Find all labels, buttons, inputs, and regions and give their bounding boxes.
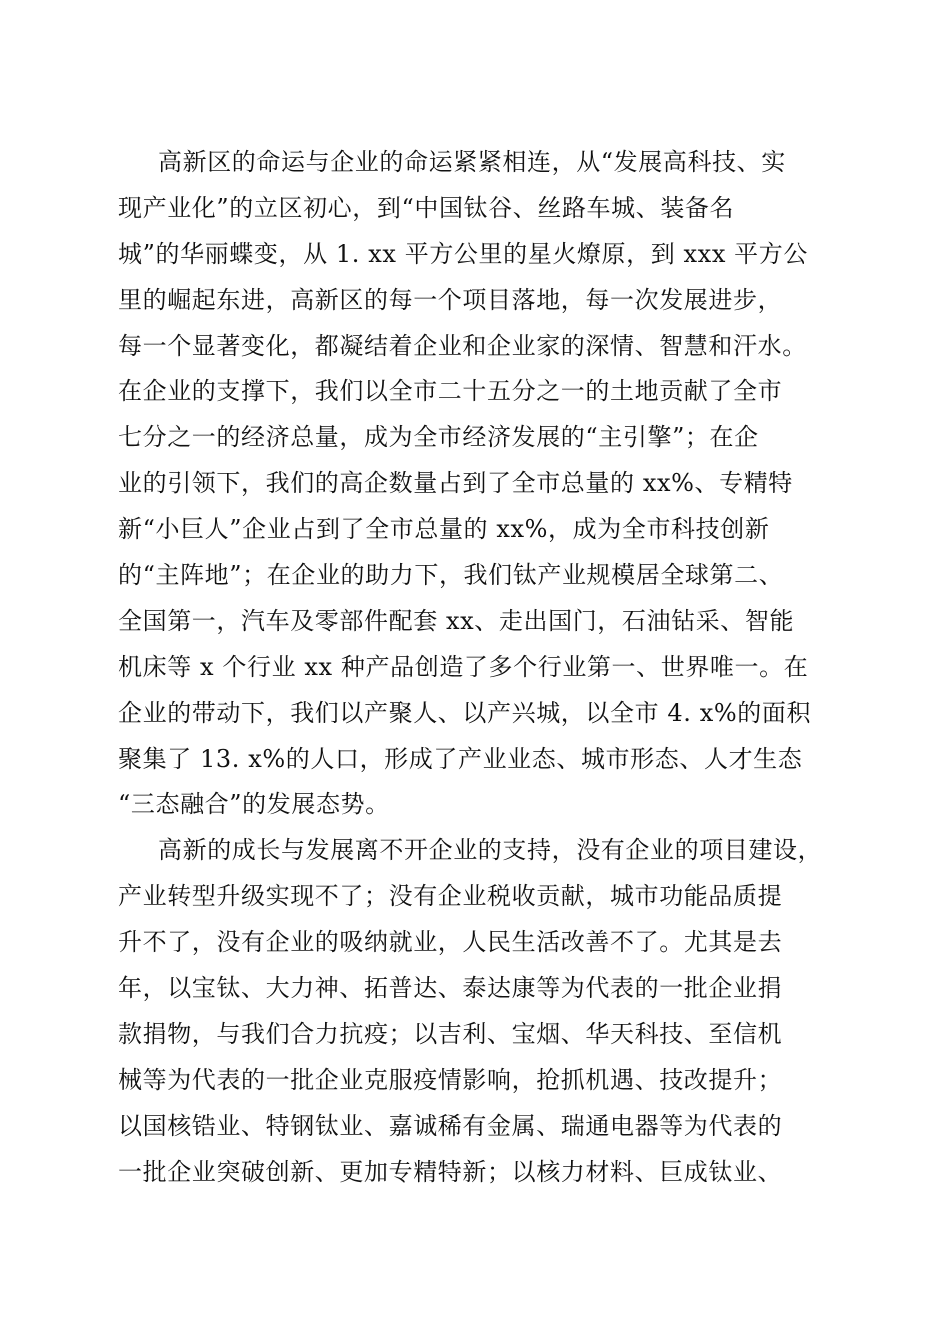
paragraph-1-line-2: 现产业化”的立区初心，到“中国钛谷、丝路车城、装备名 [118,193,735,222]
paragraph-2-line-6: 械等为代表的一批企业克服疫情影响，抢抓机遇、技改提升； [118,1065,783,1094]
paragraph-2-line-1: 高新的成长与发展离不开企业的支持，没有企业的项目建设， [158,836,823,865]
paragraph-1-line-13: 企业的带动下，我们以产聚人、以产兴城，以全市 4. x%的面积 [118,698,812,727]
paragraph-2-line-7: 以国核锆业、特钢钛业、嘉诚稀有金属、瑞通电器等为代表的 [118,1111,783,1140]
paragraph-1-line-10: 的“主阵地”；在企业的助力下，我们钛产业规模居全球第二、 [118,561,784,590]
paragraph-1-line-5: 每一个显著变化，都凝结着企业和企业家的深情、智慧和汗水。 [118,331,807,360]
paragraph-1-line-4: 里的崛起东进，高新区的每一个项目落地，每一次发展进步， [118,285,783,314]
paragraph-2-line-2: 产业转型升级实现不了；没有企业税收贡献，城市功能品质提 [118,882,783,911]
paragraph-1-line-11: 全国第一，汽车及零部件配套 xx、走出国门，石油钻采、智能 [118,606,795,635]
paragraph-1-line-1: 高新区的命运与企业的命运紧紧相连，从“发展高科技、实 [158,148,786,176]
paragraph-1-line-3: 城”的华丽蝶变，从 1. xx 平方公里的星火燎原，到 xxx 平方公 [118,239,808,268]
paragraph-1-line-12: 机床等 x 个行业 xx 种产品创造了多个行业第一、世界唯一。在 [118,652,809,681]
paragraph-1-line-14: 聚集了 13. x%的人口，形成了产业业态、城市形态、人才生态 [118,744,803,773]
document-body [118,140,838,1195]
paragraph-2-line-3: 升不了，没有企业的吸纳就业，人民生活改善不了。尤其是去 [118,928,783,957]
paragraph-1-line-9: 新“小巨人”企业占到了全市总量的 xx%，成为全市科技创新 [118,515,770,544]
paragraph-2-line-5: 款捐物，与我们合力抗疫；以吉利、宝烟、华天科技、至信机 [118,1019,783,1048]
paragraph-1-line-7: 七分之一的经济总量，成为全市经济发展的“主引擎”；在企 [118,423,759,452]
paragraph-2-line-8: 一批企业突破创新、更加专精特新；以核力材料、巨成钛业、 [118,1157,783,1186]
paragraph-1-line-8: 业的引领下，我们的高企数量占到了全市总量的 xx%、专精特 [118,469,793,498]
paragraph-1-line-15: “三态融合”的发展态势。 [118,790,390,819]
paragraph-2-line-4: 年，以宝钛、大力神、拓普达、泰达康等为代表的一批企业捐 [118,974,783,1003]
paragraph-1-line-6: 在企业的支撑下，我们以全市二十五分之一的土地贡献了全市 [118,377,783,406]
